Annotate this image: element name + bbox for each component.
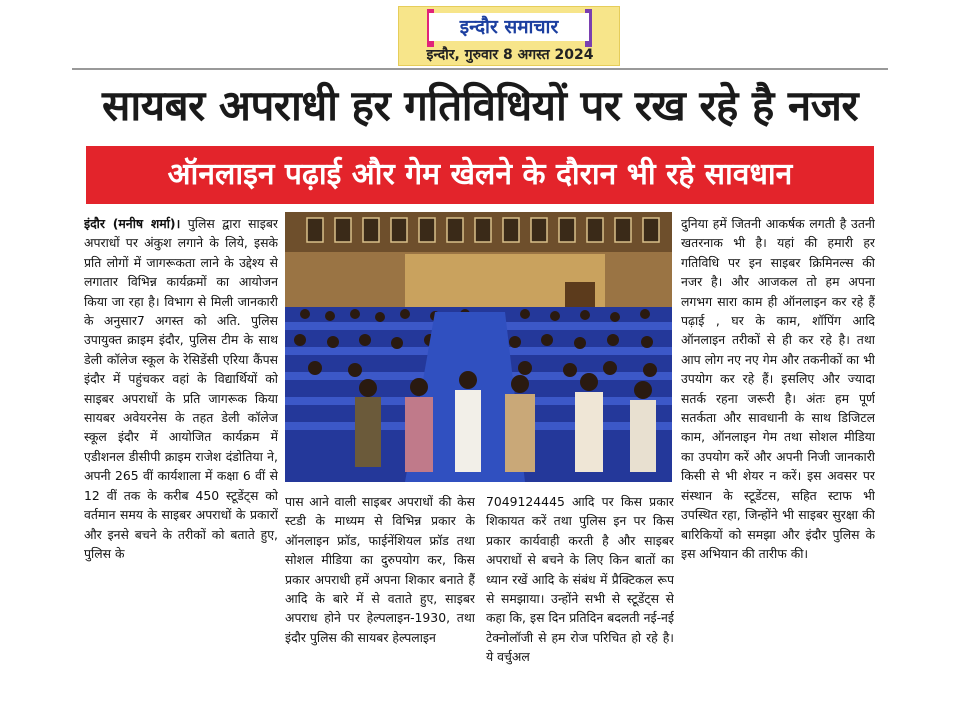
photo-illustration [285,212,672,482]
column-2-body: पास आने वाली साइबर अपराधों की केस स्टडी के माध्यम से विभिन्न प्रकार के ऑनलाइन फ्रॉड, फाईनेंशियल फ्रॉड तथा सोशल मीडिया का दुरुपयोग कर, किस प्रकार अपराधी हमें अपना शिकार बनाते हैं आदि के बारे में से वताते हुए, साइबर अपराध होने पर हेल्पलाइन-1930, तथा इंदौर पुलिस की सायबर हेल्पलाइन [285,494,475,645]
article-column-4 [681,214,875,718]
masthead [398,6,620,66]
article-subheadline: ऑनलाइन पढ़ाई और गेम खेलने के दौरान भी रहे सावधान [86,146,874,204]
column-3-body: 7049124445 आदि पर किस प्रकार शिकायत करें तथा पुलिस इन पर किस प्रकार कार्यवाही करती है और साइबर अपराधों से बचने के लिए किन बातों का ध्यान रखें आदि के संबंध में प्रैक्टिकल रूप से समझाया। उन्होंने सभी से स्टूडेंट्स से कहा कि, इस दिन प्रतिदिन बदलती नई-नई टेक्नोलॉजी से हम रोज परिचित हो रहे है। ये वर्चुअल [486,494,674,665]
article-column-3 [486,492,674,718]
dateline: इन्दौर, गुरुवार 8 अगस्त 2024 [426,47,594,63]
column-4-body: दुनिया हमें जितनी आकर्षक लगती है उतनी खतरनाक भी है। यहां की हमारी हर गतिविधि पर इन साइबर क्रिमिनल्स की नजर है। और आजकल तो हम अपना लगभग सारा काम ही ऑनलाइन कर रहे हैं पढ़ाई , घर के काम, शॉपिंग आदि ऑनलाइन तरीकों से ही कर रहे है। तथा आप लोग नए नए गेम और तकनीकों का भी उपयोग कर रहे हैं। इसलिए और ज्यादा सतर्क रहना जरूरी है। अंतः हम पूर्ण सतर्कता और सावधानी के साथ डिजिटल काम, ऑनलाइन गेम तथा सोशल मीडिया का उपयोग करें और अपनी निजी जानकारी किसी से भी शेयर न करें। इस अवसर पर संस्थान के स्टूडेंटस, सहित स्टाफ भी उपस्थित रहा, जिन्होंने भी साइबर सुरक्षा की बारिकियों को समझा और इंदौर पुलिस के इस अभियान की तारीफ की। [681,216,875,561]
article-column-2 [285,492,475,718]
column-1-text [84,214,278,563]
column-1-body: पुलिस द्वारा साइबर अपराधों पर अंकुश लगाने के लिये, इसके प्रति लोगों में जागरूकता लाने के उद्देश्य से लगातार विभिन्न कार्यक्रमों का आयोजन किया जा रहा है। विभाग से मिली जानकारी के अनुसार7 अगस्त को अति. पुलिस उपायुक्त क्राइम इंदौर, पुलिस टीम के साथ डेली कॉलेज स्कूल के रेसिडेंसी एरिया कैंपस इंदौर में पहुंचकर वहां के विद्यार्थियों को साइबर अपराधों के प्रति जागरूक किया सायबर अवेयरनेस के तहत डेली कॉलेज स्कूल इंदौर में आयोजित कार्यक्रम में एडीशनल डीसीपी क्राइम राजेश दंडोतिया ने, अपनी 265 वीं कार्यशाला में कक्षा 6 वीं से 12 वीं तक के करीब 450 स्टूडेंट्स को वर्तमान समय के साइबर अपराधों के प्रकारों और इनसे बचने के तरीकों को बताते हुए, पुलिस के [84,216,278,561]
header-divider [72,68,888,70]
newspaper-brand: इन्दौर समाचार [429,13,589,41]
article-column-1 [84,214,278,718]
byline: इंदौर (मनीष शर्मा)। [84,216,181,231]
article-headline: सायबर अपराधी हर गतिविधियों पर रख रहे है नजर [101,81,859,130]
auditorium-photo [285,212,672,482]
